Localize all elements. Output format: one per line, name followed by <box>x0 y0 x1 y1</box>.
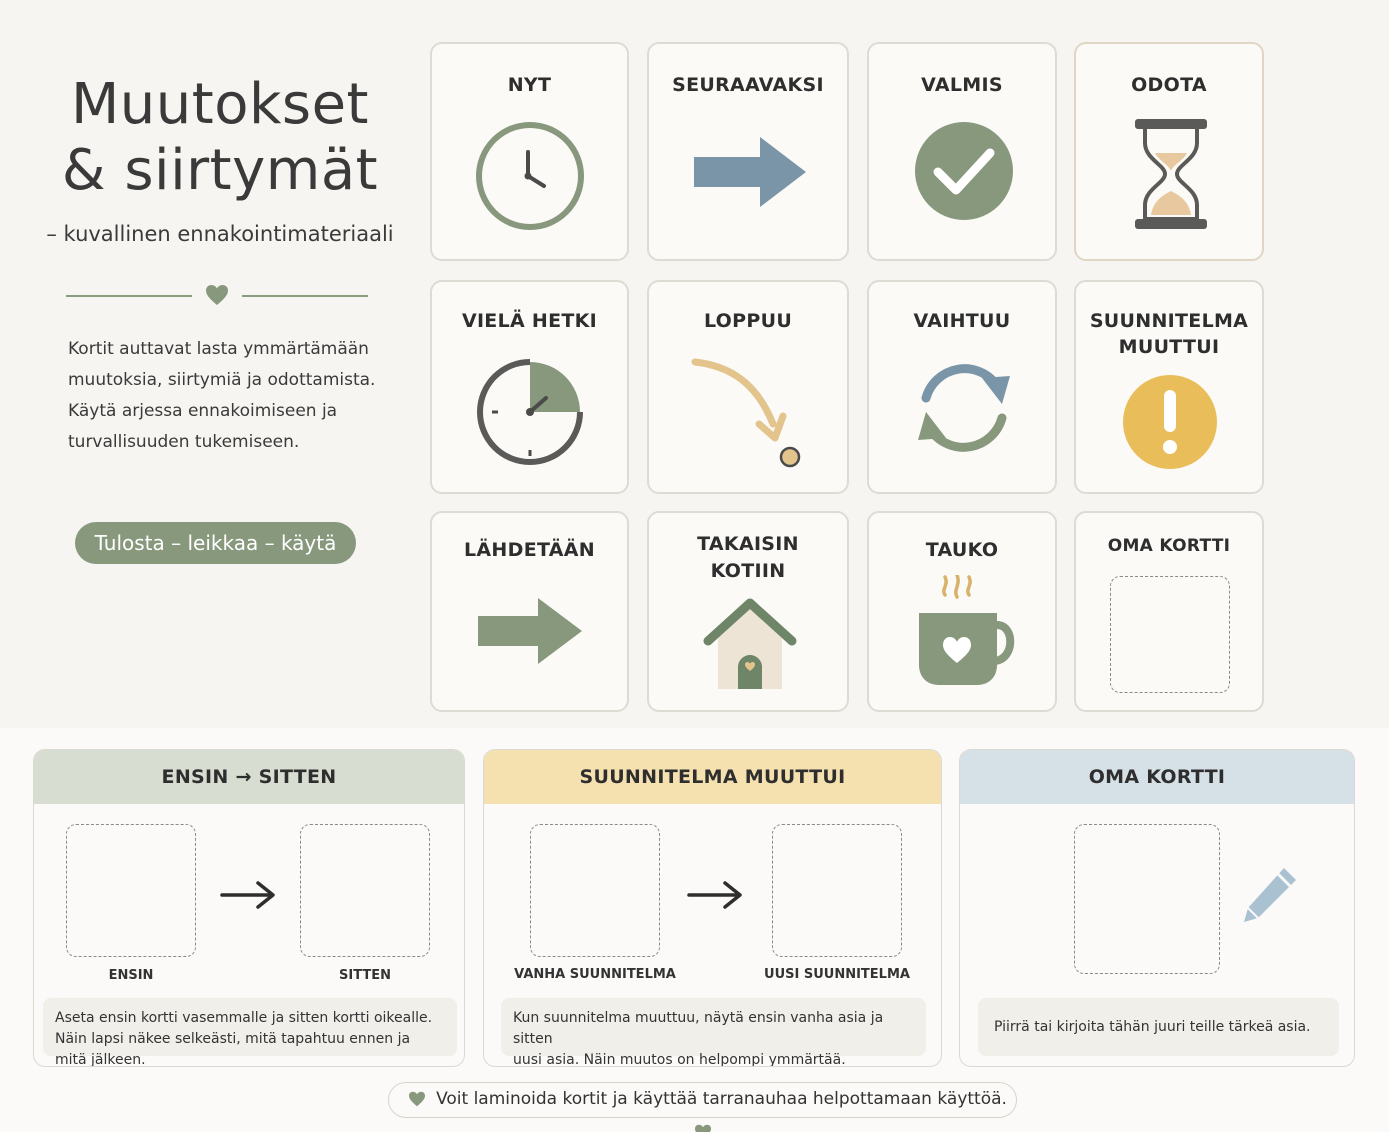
card-label: KOTIIN <box>710 560 786 582</box>
title-line-1: Muutokset <box>70 72 370 137</box>
new-plan-slot[interactable] <box>772 824 902 957</box>
card-changes[interactable] <box>867 280 1057 494</box>
board-plan-changed <box>483 749 942 1067</box>
page-subtitle: – kuvallinen ennakointimateriaali <box>46 222 394 246</box>
board-title: ENSIN → SITTEN <box>34 750 464 804</box>
board-instructions: Piirrä tai kirjoita tähän juuri teille tärkeä asia. <box>978 998 1339 1056</box>
card-break[interactable] <box>867 511 1057 712</box>
arrow-right-icon <box>692 135 808 209</box>
mug-icon <box>917 575 1017 691</box>
heart-divider <box>66 283 368 309</box>
card-now[interactable] <box>430 42 629 261</box>
title-line-2: & siirtymät <box>61 138 379 203</box>
card-done[interactable] <box>867 42 1057 261</box>
cycle-icon <box>912 356 1016 460</box>
footer-tip <box>388 1082 1017 1118</box>
card-ends[interactable] <box>647 280 849 494</box>
card-label: LÄHDETÄÄN <box>464 539 595 561</box>
page-title <box>60 72 380 204</box>
old-plan-slot[interactable] <box>530 824 660 957</box>
first-caption: ENSIN <box>108 968 154 983</box>
heart-icon <box>408 1091 426 1107</box>
card-home[interactable] <box>647 511 849 712</box>
card-next[interactable] <box>647 42 849 261</box>
card-label: TAKAISIN <box>697 533 799 555</box>
card-label: SEURAAVAKSI <box>672 74 824 96</box>
timer-icon <box>474 356 586 468</box>
curved-arrow-icon <box>691 354 811 472</box>
card-label: ODOTA <box>1131 74 1207 96</box>
card-label: VIELÄ HETKI <box>461 310 598 332</box>
card-label: VALMIS <box>921 74 1003 96</box>
board-instructions: Aseta ensin kortti vasemmalle ja sitten kortti oikealle. Näin lapsi näkee selkeästi, mitä tapahtuu ennen ja mitä jälkeen. <box>43 998 457 1056</box>
board-own-card <box>959 749 1355 1067</box>
arrow-right-icon <box>476 596 584 666</box>
first-slot[interactable] <box>66 824 196 957</box>
heart-icon <box>205 284 229 306</box>
board-instructions: Kun suunnitelma muuttuu, näytä ensin vanha asia ja sitten uusi asia. Näin muutos on helpompi ymmärtää. <box>501 998 926 1056</box>
footer-text: Voit laminoida kortit ja käyttää tarranauhaa helpottamaan käyttöä. <box>436 1089 1007 1109</box>
clock-icon <box>474 120 586 232</box>
old-plan-caption: VANHA SUUNNITELMA <box>514 967 676 982</box>
card-label: VAIHTUU <box>913 310 1011 332</box>
check-icon <box>913 120 1015 222</box>
board-title: OMA KORTTI <box>960 750 1354 804</box>
hourglass-icon <box>1133 117 1209 231</box>
card-label: MUUTTUI <box>1118 336 1220 358</box>
card-label: TAUKO <box>925 539 999 561</box>
new-plan-caption: UUSI SUUNNITELMA <box>764 967 910 982</box>
print-cut-use-badge: Tulosta – leikkaa – käytä <box>75 522 356 564</box>
card-label: SUUNNITELMA <box>1089 310 1249 332</box>
card-label: NYT <box>507 74 552 96</box>
board-first-then <box>33 749 465 1067</box>
then-caption: SITTEN <box>339 968 391 983</box>
board-title: SUUNNITELMA MUUTTUI <box>484 750 941 804</box>
intro-text: Kortit auttavat lasta ymmärtämään muutoksia, siirtymiä ja odottamista. Käytä arjessa ennakoimiseen ja turvallisuuden tukemiseen. <box>68 339 376 452</box>
card-wait[interactable] <box>1074 42 1264 261</box>
card-plan-changed[interactable] <box>1074 280 1264 494</box>
card-own[interactable] <box>1074 511 1264 712</box>
heart-icon <box>694 1124 712 1132</box>
card-moment[interactable] <box>430 280 629 494</box>
arrow-right-icon <box>220 880 276 910</box>
exclamation-icon <box>1122 374 1218 470</box>
empty-card-slot <box>1110 576 1230 693</box>
own-card-slot[interactable] <box>1074 824 1220 974</box>
then-slot[interactable] <box>300 824 430 957</box>
arrow-right-icon <box>687 880 743 910</box>
card-label: LOPPUU <box>703 310 793 332</box>
house-icon <box>702 595 798 691</box>
card-leave[interactable] <box>430 511 629 712</box>
card-label: OMA KORTTI <box>1107 536 1231 556</box>
pencil-icon <box>1240 864 1300 924</box>
